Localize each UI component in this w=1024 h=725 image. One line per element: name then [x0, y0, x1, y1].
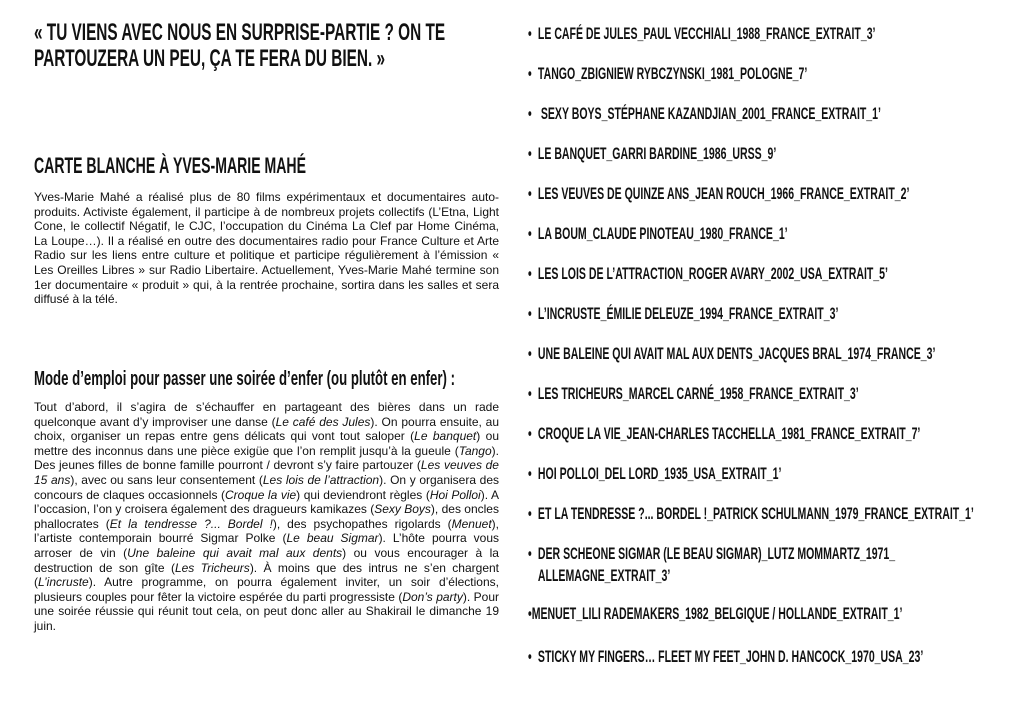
- film-reference: Les lois de l’attraction: [262, 472, 380, 487]
- headline-line-1: « TU VIENS AVEC NOUS EN SURPRISE-PARTIE ? ON TE: [34, 19, 446, 46]
- film-item: [528, 344, 935, 364]
- film-title: SEXY BOYS_STÉPHANE KAZANDJIAN_2001_FRANCE_EXTRAIT_1’: [537, 104, 881, 123]
- film-item: [528, 604, 902, 624]
- film-reference: Croque la vie: [225, 487, 297, 502]
- film-reference: Les Tricheurs: [174, 560, 250, 575]
- film-title: L’INCRUSTE_ÉMILIE DELEUZE_1994_FRANCE_EXTRAIT_3’: [537, 304, 839, 323]
- bullet-icon: •: [528, 504, 532, 523]
- bullet-icon: •: [528, 24, 532, 43]
- film-title: LES TRICHEURS_MARCEL CARNÉ_1958_FRANCE_EXTRAIT_3’: [537, 384, 859, 403]
- bullet-icon: •: [528, 544, 532, 563]
- bullet-icon: •: [528, 64, 532, 83]
- film-reference: Hoi Polloi: [429, 487, 481, 502]
- film-item: [528, 184, 909, 204]
- bullet-icon: •: [528, 104, 532, 123]
- bullet-icon: •: [528, 344, 532, 363]
- film-title: LE BANQUET_GARRI BARDINE_1986_URSS_9’: [537, 144, 777, 163]
- film-reference: Et la tendresse ?... Bordel !: [109, 516, 273, 531]
- headline: [34, 20, 445, 72]
- film-item: [528, 64, 807, 84]
- film-reference: Don’s party: [402, 589, 463, 604]
- film-reference: Une baleine qui avait mal aux dents: [127, 545, 343, 560]
- film-reference: Les veuves de 15 ans: [34, 458, 499, 487]
- bullet-icon: •: [528, 144, 532, 163]
- film-reference: Le café des Jules: [275, 414, 371, 429]
- bullet-icon: •: [528, 464, 532, 483]
- bullet-icon: •: [528, 647, 532, 666]
- bio-paragraph: Yves-Marie Mahé a réalisé plus de 80 films expérimentaux et documentaires auto-produits. Activiste également, il participe à de nombreux projets collectifs (L’Etna, Light Cone, le collectif Négatif, le CJC, l’occupation du Cinéma La Clef par Home Cinéma, La Loupe…). Il a réalisé en outre des documentaires radio pour France Culture et Arte Radio sur les liens entre culture et politique et participe régulièrement à l’émission « Les Oreilles Libres » sur Radio Libertaire. Actuellement, Yves-Marie Mahé termine son 1er documentaire « produit » qui, à la rentrée prochaine, sortira dans les salles et sera diffusé à la télé.: [34, 190, 499, 307]
- film-item: [528, 647, 923, 667]
- film-reference: Sexy Boys: [374, 502, 431, 517]
- film-item: [528, 104, 881, 124]
- film-item: [528, 264, 888, 284]
- film-item-continuation: [528, 566, 670, 586]
- bullet-icon: •: [528, 384, 532, 403]
- film-item: [528, 544, 895, 564]
- film-title: ET LA TENDRESSE ?... BORDEL !_PATRICK SCHULMANN_1979_FRANCE_EXTRAIT_1’: [537, 504, 974, 523]
- bullet-icon: •: [528, 604, 532, 623]
- film-title: ALLEMAGNE_EXTRAIT_3’: [537, 566, 671, 585]
- film-item: [528, 464, 781, 484]
- bullet-icon: •: [528, 264, 532, 283]
- headline-line-2: PARTOUZERA UN PEU, ÇA TE FERA DU BIEN. »: [34, 45, 386, 72]
- film-reference: Le banquet: [414, 429, 477, 444]
- bullet-icon: •: [528, 184, 532, 203]
- film-reference: Menuet: [451, 516, 492, 531]
- film-title: LA BOUM_CLAUDE PINOTEAU_1980_FRANCE_1’: [537, 224, 788, 243]
- film-reference: L’incruste: [38, 575, 89, 590]
- bullet-icon: •: [528, 424, 532, 443]
- film-item: [528, 504, 974, 524]
- film-reference: Tango: [458, 443, 492, 458]
- film-title: STICKY MY FINGERS… FLEET MY FEET_JOHN D. HANCOCK_1970_USA_23’: [537, 647, 924, 666]
- film-item: [528, 144, 776, 164]
- film-reference: Le beau Sigmar: [286, 531, 379, 546]
- film-title: UNE BALEINE QUI AVAIT MAL AUX DENTS_JACQUES BRAL_1974_FRANCE_3’: [537, 344, 936, 363]
- film-title: TANGO_ZBIGNIEW RYBCZYNSKI_1981_POLOGNE_7’: [537, 64, 808, 83]
- film-title: MENUET_LILI RADEMAKERS_1982_BELGIQUE / HOLLANDE_EXTRAIT_1’: [531, 604, 903, 623]
- mode-emploi-paragraph: Tout d’abord, il s’agira de s’échauffer en partageant des bières dans un rade quelconque avant d’y improviser une danse (Le café des Jules). On pourra ensuite, au choix, organiser un repas entre gens délicats qui vont tout saloper (Le banquet) ou mettre des inconnus dans une pièce exigüe que l’on remplit jusqu’à la gueule (Tango). Des jeunes filles de bonne famille pourront / devront s’y faire partouzer (Les veuves de 15 ans), avec ou sans leur consentement (Les lois de l’attraction). On y organisera des concours de claques occasionnels (Croque la vie) qui deviendront règles (Hoi Polloi). A l’occasion, l’on y croisera également des dragueurs kamikazes (Sexy Boys), des oncles phallocrates (Et la tendresse ?... Bordel !), des psychopathes rigolards (Menuet), l’artiste contemporain bourré Sigmar Polke (Le beau Sigmar). L’hôte pourra vous arroser de vin (Une baleine qui avait mal aux dents) ou vous encourager à la destruction de son gîte (Les Tricheurs). À moins que des intrus ne s’en chargent (L’incruste). Autre programme, on pourra également inviter, un soir d’élections, plusieurs couples pour fêter la victoire espérée du parti progressiste (Don’s party). Pour une soirée réussie qui réunit tout cela, on peut donc aller au Shakirail le dimanche 19 juin.: [34, 400, 500, 633]
- film-title: LES VEUVES DE QUINZE ANS_JEAN ROUCH_1966_FRANCE_EXTRAIT_2’: [537, 184, 910, 203]
- bullet-icon: •: [528, 304, 532, 323]
- film-item: [528, 224, 788, 244]
- film-item: [528, 384, 859, 404]
- film-title: CROQUE LA VIE_JEAN-CHARLES TACCHELLA_1981_FRANCE_EXTRAIT_7’: [537, 424, 921, 443]
- film-item: [528, 24, 875, 44]
- mode-emploi-title: Mode d’emploi pour passer une soirée d’enfer (ou plutôt en enfer) :: [34, 368, 455, 390]
- carte-blanche-title: CARTE BLANCHE À YVES-MARIE MAHÉ: [34, 153, 306, 178]
- film-item: [528, 304, 838, 324]
- film-title: LE CAFÉ DE JULES_PAUL VECCHIALI_1988_FRANCE_EXTRAIT_3’: [537, 24, 876, 43]
- bullet-icon: •: [528, 224, 532, 243]
- film-item: [528, 424, 920, 444]
- film-title: LES LOIS DE L’ATTRACTION_ROGER AVARY_2002_USA_EXTRAIT_5’: [537, 264, 888, 283]
- film-title: DER SCHEONE SIGMAR (LE BEAU SIGMAR)_LUTZ MOMMARTZ_1971_: [537, 544, 896, 563]
- film-title: HOI POLLOI_DEL LORD_1935_USA_EXTRAIT_1’: [537, 464, 782, 483]
